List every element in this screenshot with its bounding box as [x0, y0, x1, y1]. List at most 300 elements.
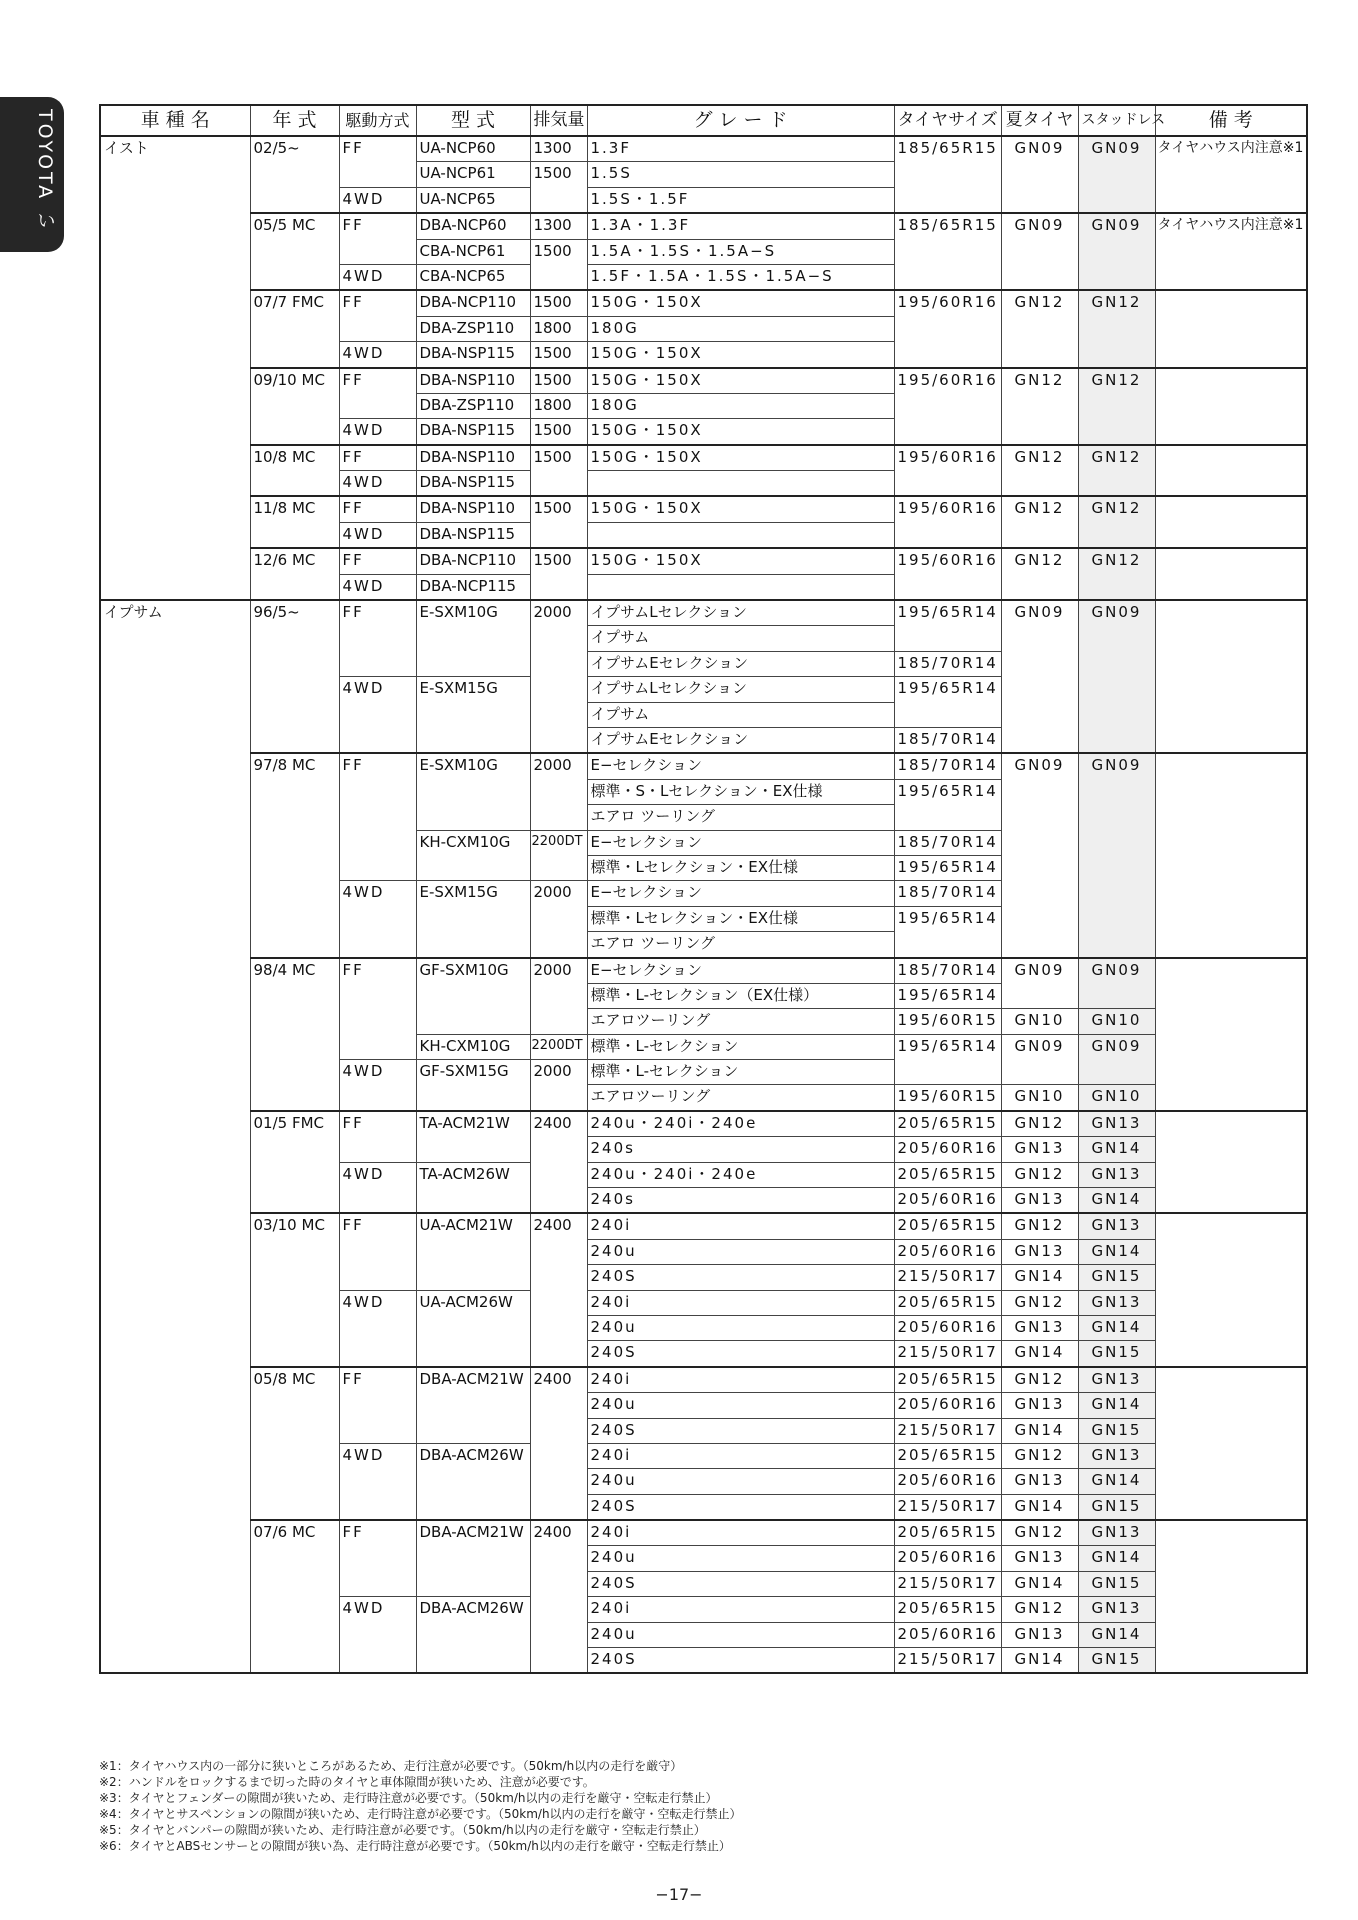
- header-drive: 駆動方式: [339, 105, 416, 136]
- grade-cell: 180G: [587, 393, 894, 418]
- studless-cell: GN13: [1078, 1443, 1155, 1468]
- header-grade: グ レ ー ド: [587, 105, 894, 136]
- tire-size-cell: 195/65R14: [894, 983, 1001, 1008]
- year-cell: 12/6 MC: [250, 548, 339, 600]
- model-cell: E-SXM15G: [416, 881, 530, 958]
- tire-size-cell: 185/70R14: [894, 958, 1001, 984]
- tire-size-cell: 205/60R16: [894, 1546, 1001, 1571]
- displacement-cell: 1500: [530, 342, 587, 368]
- drive-cell: 4WD: [339, 1290, 416, 1367]
- table-row: [100, 753, 1307, 779]
- grade-cell: 180G: [587, 316, 894, 341]
- tire-size-cell: 195/60R15: [894, 1085, 1001, 1111]
- summer-tire-cell: GN10: [1001, 1085, 1078, 1111]
- summer-tire-cell: GN13: [1001, 1315, 1078, 1340]
- model-cell: DBA-NSP115: [416, 419, 530, 445]
- grade-cell: E−セレクション: [587, 830, 894, 855]
- drive-cell: 4WD: [339, 1443, 416, 1520]
- year-cell: 02/5~: [250, 136, 339, 213]
- summer-tire-cell: GN14: [1001, 1648, 1078, 1674]
- grade-cell: E−セレクション: [587, 881, 894, 906]
- tire-size-cell: 195/65R14: [894, 779, 1001, 830]
- remarks-cell: [1155, 1367, 1307, 1520]
- maker-side-tab: [0, 97, 64, 252]
- drive-cell: 4WD: [339, 881, 416, 958]
- summer-tire-cell: GN13: [1001, 1393, 1078, 1418]
- summer-tire-cell: GN12: [1001, 445, 1078, 497]
- drive-cell: FF: [339, 445, 416, 471]
- page-number: −17−: [655, 1885, 703, 1904]
- studless-cell: GN14: [1078, 1469, 1155, 1494]
- grade-cell: イプサム: [587, 702, 894, 727]
- tire-size-cell: 185/70R14: [894, 651, 1001, 676]
- summer-tire-cell: GN09: [1001, 213, 1078, 290]
- summer-tire-cell: GN13: [1001, 1469, 1078, 1494]
- grade-cell: エアロツーリング: [587, 1085, 894, 1111]
- grade-cell: エアロ ツーリング: [587, 805, 894, 830]
- studless-cell: GN09: [1078, 213, 1155, 290]
- grade-cell: 150G・150X: [587, 342, 894, 368]
- studless-cell: GN10: [1078, 1085, 1155, 1111]
- grade-cell: 240i: [587, 1597, 894, 1622]
- tire-size-cell: 195/60R16: [894, 290, 1001, 367]
- drive-cell: 4WD: [339, 1060, 416, 1111]
- table-row: [100, 600, 1307, 626]
- year-cell: 01/5 FMC: [250, 1111, 339, 1214]
- studless-cell: GN13: [1078, 1520, 1155, 1546]
- grade-cell: 240S: [587, 1341, 894, 1367]
- tire-size-cell: 205/60R16: [894, 1137, 1001, 1162]
- tire-size-cell: 185/70R14: [894, 830, 1001, 855]
- tire-size-cell: 195/60R16: [894, 445, 1001, 497]
- footnotes: [99, 1758, 1299, 1854]
- car-name-cell: イスト: [100, 136, 250, 600]
- table-row: [100, 496, 1307, 522]
- remarks-cell: [1155, 1520, 1307, 1673]
- studless-cell: GN14: [1078, 1546, 1155, 1571]
- model-cell: UA-NCP65: [416, 187, 530, 213]
- studless-cell: GN12: [1078, 445, 1155, 497]
- studless-cell: GN14: [1078, 1137, 1155, 1162]
- model-cell: E-SXM15G: [416, 677, 530, 754]
- tire-size-cell: 205/65R15: [894, 1213, 1001, 1239]
- displacement-cell: 2000: [530, 1060, 587, 1111]
- grade-cell: 240i: [587, 1213, 894, 1239]
- summer-tire-cell: GN14: [1001, 1265, 1078, 1290]
- summer-tire-cell: GN13: [1001, 1188, 1078, 1214]
- remarks-cell: [1155, 368, 1307, 445]
- grade-cell: 240i: [587, 1290, 894, 1315]
- tire-size-cell: 215/50R17: [894, 1341, 1001, 1367]
- displacement-cell: 1500: [530, 496, 587, 548]
- drive-cell: 4WD: [339, 264, 416, 290]
- summer-tire-cell: GN09: [1001, 958, 1078, 1009]
- drive-cell: 4WD: [339, 1597, 416, 1674]
- displacement-cell: 1800: [530, 316, 587, 341]
- tire-size-cell: 205/60R16: [894, 1188, 1001, 1214]
- tire-size-cell: 205/60R16: [894, 1622, 1001, 1647]
- grade-cell: [587, 471, 894, 497]
- model-cell: DBA-NCP110: [416, 548, 530, 574]
- tire-size-cell: 185/65R15: [894, 136, 1001, 213]
- summer-tire-cell: GN12: [1001, 1111, 1078, 1137]
- studless-cell: GN14: [1078, 1315, 1155, 1340]
- studless-cell: GN10: [1078, 1009, 1155, 1034]
- grade-cell: 240u・240i・240e: [587, 1111, 894, 1137]
- grade-cell: イプサムEセレクション: [587, 727, 894, 753]
- drive-cell: FF: [339, 1520, 416, 1597]
- displacement-cell: 2200DT: [530, 830, 587, 881]
- summer-tire-cell: GN10: [1001, 1009, 1078, 1034]
- grade-cell: 240i: [587, 1520, 894, 1546]
- displacement-cell: 2400: [530, 1367, 587, 1520]
- grade-cell: 標準・Lセレクション・EX仕様: [587, 855, 894, 880]
- model-cell: E-SXM10G: [416, 600, 530, 677]
- grade-cell: 150G・150X: [587, 290, 894, 316]
- model-cell: UA-ACM26W: [416, 1290, 530, 1367]
- tire-size-cell: 205/65R15: [894, 1162, 1001, 1187]
- model-cell: DBA-ZSP110: [416, 316, 530, 341]
- tire-size-cell: 205/65R15: [894, 1367, 1001, 1393]
- table-row: [100, 445, 1307, 471]
- displacement-cell: 1500: [530, 290, 587, 316]
- grade-cell: 240s: [587, 1188, 894, 1214]
- footnote: ※4：タイヤとサスペンションの隙間が狭いため、走行時注意が必要です。（50km/h以内の走行を厳守・空転走行禁止）: [99, 1807, 742, 1821]
- summer-tire-cell: GN13: [1001, 1137, 1078, 1162]
- year-cell: 05/5 MC: [250, 213, 339, 290]
- studless-cell: GN15: [1078, 1494, 1155, 1520]
- studless-cell: GN12: [1078, 496, 1155, 548]
- model-cell: GF-SXM15G: [416, 1060, 530, 1111]
- grade-cell: 240u: [587, 1546, 894, 1571]
- tire-size-cell: 185/70R14: [894, 881, 1001, 906]
- tire-size-cell: 215/50R17: [894, 1265, 1001, 1290]
- summer-tire-cell: GN13: [1001, 1239, 1078, 1264]
- model-cell: DBA-NCP110: [416, 290, 530, 316]
- tire-size-cell: 185/65R15: [894, 213, 1001, 290]
- studless-cell: GN14: [1078, 1239, 1155, 1264]
- displacement-cell: 2400: [530, 1213, 587, 1366]
- displacement-cell: 1500: [530, 419, 587, 445]
- model-cell: DBA-NSP110: [416, 496, 530, 522]
- studless-cell: GN15: [1078, 1571, 1155, 1596]
- summer-tire-cell: GN13: [1001, 1622, 1078, 1647]
- grade-cell: 150G・150X: [587, 445, 894, 471]
- header-studless: スタッドレス: [1078, 105, 1155, 136]
- studless-cell: GN09: [1078, 1034, 1155, 1085]
- drive-cell: FF: [339, 548, 416, 574]
- grade-cell: 240u: [587, 1393, 894, 1418]
- summer-tire-cell: GN12: [1001, 1290, 1078, 1315]
- model-cell: CBA-NCP65: [416, 264, 530, 290]
- year-cell: 09/10 MC: [250, 368, 339, 445]
- grade-cell: 240u: [587, 1469, 894, 1494]
- summer-tire-cell: GN13: [1001, 1546, 1078, 1571]
- summer-tire-cell: GN12: [1001, 1597, 1078, 1622]
- tire-size-cell: 205/60R16: [894, 1393, 1001, 1418]
- grade-cell: 240s: [587, 1137, 894, 1162]
- model-cell: DBA-NCP115: [416, 574, 530, 600]
- tire-size-cell: 205/60R16: [894, 1239, 1001, 1264]
- displacement-cell: 1500: [530, 162, 587, 213]
- drive-cell: FF: [339, 290, 416, 341]
- displacement-cell: 1500: [530, 239, 587, 290]
- drive-cell: FF: [339, 213, 416, 264]
- displacement-cell: 2200DT: [530, 1034, 587, 1059]
- header-summer-tire: 夏タイヤ: [1001, 105, 1078, 136]
- tire-size-cell: 205/60R16: [894, 1315, 1001, 1340]
- header-remarks: 備 考: [1155, 105, 1307, 136]
- tire-size-cell: 215/50R17: [894, 1648, 1001, 1674]
- model-cell: UA-ACM21W: [416, 1213, 530, 1290]
- drive-cell: FF: [339, 1213, 416, 1290]
- grade-cell: 240S: [587, 1265, 894, 1290]
- studless-cell: GN14: [1078, 1622, 1155, 1647]
- grade-cell: 1.3F: [587, 136, 894, 162]
- tire-size-cell: 195/60R16: [894, 368, 1001, 445]
- table-row: [100, 368, 1307, 394]
- tire-size-cell: 185/70R14: [894, 727, 1001, 753]
- grade-cell: 240i: [587, 1443, 894, 1468]
- model-cell: DBA-NSP115: [416, 522, 530, 548]
- grade-cell: 1.5S: [587, 162, 894, 187]
- studless-cell: GN15: [1078, 1648, 1155, 1674]
- summer-tire-cell: GN09: [1001, 753, 1078, 957]
- grade-cell: 150G・150X: [587, 548, 894, 574]
- tire-size-cell: 195/60R15: [894, 1009, 1001, 1034]
- remarks-cell: [1155, 958, 1307, 1111]
- studless-cell: GN14: [1078, 1393, 1155, 1418]
- summer-tire-cell: GN14: [1001, 1571, 1078, 1596]
- studless-cell: GN13: [1078, 1597, 1155, 1622]
- summer-tire-cell: GN12: [1001, 496, 1078, 548]
- studless-cell: GN13: [1078, 1162, 1155, 1187]
- year-cell: 11/8 MC: [250, 496, 339, 548]
- drive-cell: FF: [339, 368, 416, 419]
- studless-cell: GN09: [1078, 753, 1155, 957]
- studless-cell: GN15: [1078, 1418, 1155, 1443]
- remarks-cell: タイヤハウス内注意※1: [1155, 136, 1307, 213]
- model-cell: DBA-NSP115: [416, 471, 530, 497]
- header-model: 型 式: [416, 105, 530, 136]
- displacement-cell: 1500: [530, 368, 587, 394]
- grade-cell: イプサム: [587, 626, 894, 651]
- grade-cell: E−セレクション: [587, 958, 894, 984]
- displacement-cell: 1800: [530, 393, 587, 418]
- summer-tire-cell: GN12: [1001, 368, 1078, 445]
- tire-size-cell: 195/60R16: [894, 496, 1001, 548]
- grade-cell: 240S: [587, 1571, 894, 1596]
- model-cell: DBA-NSP115: [416, 342, 530, 368]
- grade-cell: 標準・L-セレクション: [587, 1060, 894, 1085]
- tire-fitment-table: [99, 104, 1308, 1674]
- studless-cell: GN09: [1078, 958, 1155, 1009]
- drive-cell: FF: [339, 1111, 416, 1162]
- remarks-cell: [1155, 445, 1307, 497]
- tire-size-cell: 205/65R15: [894, 1443, 1001, 1468]
- drive-cell: FF: [339, 496, 416, 522]
- summer-tire-cell: GN12: [1001, 1443, 1078, 1468]
- tire-size-cell: 195/65R14: [894, 677, 1001, 728]
- studless-cell: GN09: [1078, 136, 1155, 213]
- footnote: ※3：タイヤとフェンダーの隙間が狭いため、走行時注意が必要です。（50km/h以内の走行を厳守・空転走行禁止）: [99, 1791, 718, 1805]
- studless-cell: GN14: [1078, 1188, 1155, 1214]
- grade-cell: 240S: [587, 1494, 894, 1520]
- header-year: 年 式: [250, 105, 339, 136]
- displacement-cell: 2000: [530, 958, 587, 1035]
- header-tire-size: タイヤサイズ: [894, 105, 1001, 136]
- drive-cell: FF: [339, 1367, 416, 1444]
- summer-tire-cell: GN14: [1001, 1494, 1078, 1520]
- tire-size-cell: 205/65R15: [894, 1597, 1001, 1622]
- summer-tire-cell: GN14: [1001, 1418, 1078, 1443]
- summer-tire-cell: GN12: [1001, 290, 1078, 367]
- model-cell: UA-NCP60: [416, 136, 530, 162]
- model-cell: DBA-NSP110: [416, 445, 530, 471]
- remarks-cell: [1155, 496, 1307, 548]
- displacement-cell: 2400: [530, 1111, 587, 1214]
- year-cell: 98/4 MC: [250, 958, 339, 1111]
- model-cell: TA-ACM21W: [416, 1111, 530, 1162]
- summer-tire-cell: GN12: [1001, 1213, 1078, 1239]
- tire-size-cell: 205/60R16: [894, 1469, 1001, 1494]
- table-header-row: [100, 105, 1307, 136]
- grade-cell: 1.5A・1.5S・1.5A−S: [587, 239, 894, 264]
- summer-tire-cell: GN09: [1001, 136, 1078, 213]
- studless-cell: GN15: [1078, 1341, 1155, 1367]
- grade-cell: エアロツーリング: [587, 1009, 894, 1034]
- summer-tire-cell: GN12: [1001, 1367, 1078, 1393]
- remarks-cell: タイヤハウス内注意※1: [1155, 213, 1307, 290]
- grade-cell: 標準・L-セレクション: [587, 1034, 894, 1059]
- year-cell: 05/8 MC: [250, 1367, 339, 1520]
- studless-cell: GN15: [1078, 1265, 1155, 1290]
- grade-cell: 標準・S・Lセレクション・EX仕様: [587, 779, 894, 804]
- table-row: [100, 1111, 1307, 1137]
- tire-size-cell: 205/65R15: [894, 1111, 1001, 1137]
- grade-cell: イプサムLセレクション: [587, 677, 894, 702]
- tire-size-cell: 215/50R17: [894, 1494, 1001, 1520]
- drive-cell: 4WD: [339, 574, 416, 600]
- model-cell: DBA-ACM21W: [416, 1520, 530, 1597]
- tire-size-cell: 205/65R15: [894, 1290, 1001, 1315]
- displacement-cell: 1500: [530, 445, 587, 497]
- studless-cell: GN12: [1078, 368, 1155, 445]
- year-cell: 97/8 MC: [250, 753, 339, 957]
- year-cell: 96/5~: [250, 600, 339, 753]
- grade-cell: 1.3A・1.3F: [587, 213, 894, 239]
- drive-cell: FF: [339, 958, 416, 1060]
- grade-cell: 150G・150X: [587, 496, 894, 522]
- grade-cell: 240u: [587, 1315, 894, 1340]
- table-row: [100, 213, 1307, 239]
- summer-tire-cell: GN09: [1001, 600, 1078, 753]
- car-name-cell: イプサム: [100, 600, 250, 1673]
- grade-cell: 240S: [587, 1648, 894, 1674]
- grade-cell: 240u: [587, 1239, 894, 1264]
- footnote: ※2：ハンドルをロックするまで切った時のタイヤと車体隙間が狭いため、注意が必要です。: [99, 1775, 595, 1789]
- model-cell: DBA-ACM26W: [416, 1443, 530, 1520]
- remarks-cell: [1155, 290, 1307, 367]
- grade-cell: 1.5F・1.5A・1.5S・1.5A−S: [587, 264, 894, 290]
- tire-size-cell: 185/70R14: [894, 753, 1001, 779]
- studless-cell: GN09: [1078, 600, 1155, 753]
- displacement-cell: 2000: [530, 600, 587, 753]
- year-cell: 07/6 MC: [250, 1520, 339, 1673]
- summer-tire-cell: GN12: [1001, 548, 1078, 600]
- tire-size-cell: 195/65R14: [894, 855, 1001, 880]
- table-row: [100, 1367, 1307, 1393]
- remarks-cell: [1155, 600, 1307, 753]
- displacement-cell: 1500: [530, 548, 587, 600]
- model-cell: TA-ACM26W: [416, 1162, 530, 1213]
- grade-cell: 標準・L-セレクション（EX仕様）: [587, 983, 894, 1008]
- displacement-cell: 2000: [530, 753, 587, 830]
- drive-cell: 4WD: [339, 522, 416, 548]
- displacement-cell: 2400: [530, 1520, 587, 1673]
- table-row: [100, 290, 1307, 316]
- remarks-cell: [1155, 1111, 1307, 1214]
- drive-cell: 4WD: [339, 187, 416, 213]
- tire-size-cell: 205/65R15: [894, 1520, 1001, 1546]
- grade-cell: 150G・150X: [587, 419, 894, 445]
- grade-cell: [587, 522, 894, 548]
- displacement-cell: 2000: [530, 881, 587, 958]
- remarks-cell: [1155, 753, 1307, 957]
- model-cell: DBA-ACM21W: [416, 1367, 530, 1444]
- model-cell: DBA-NSP110: [416, 368, 530, 394]
- model-cell: DBA-ACM26W: [416, 1597, 530, 1674]
- studless-cell: GN13: [1078, 1290, 1155, 1315]
- grade-cell: 240S: [587, 1418, 894, 1443]
- drive-cell: FF: [339, 753, 416, 880]
- grade-cell: 240u: [587, 1622, 894, 1647]
- table-row: [100, 136, 1307, 162]
- tire-size-cell: 195/60R16: [894, 548, 1001, 600]
- grade-cell: 150G・150X: [587, 368, 894, 394]
- grade-cell: 240u・240i・240e: [587, 1162, 894, 1187]
- displacement-cell: 1300: [530, 213, 587, 239]
- studless-cell: GN12: [1078, 548, 1155, 600]
- drive-cell: FF: [339, 600, 416, 677]
- tire-size-cell: 195/65R14: [894, 600, 1001, 651]
- table-row: [100, 548, 1307, 574]
- maker-side-tab-label: TOYOTA い: [34, 109, 56, 233]
- tire-size-cell: 195/65R14: [894, 1034, 1001, 1085]
- drive-cell: FF: [339, 136, 416, 187]
- model-cell: UA-NCP61: [416, 162, 530, 187]
- drive-cell: 4WD: [339, 677, 416, 754]
- drive-cell: 4WD: [339, 471, 416, 497]
- drive-cell: 4WD: [339, 1162, 416, 1213]
- summer-tire-cell: GN14: [1001, 1341, 1078, 1367]
- studless-cell: GN13: [1078, 1111, 1155, 1137]
- drive-cell: 4WD: [339, 342, 416, 368]
- model-cell: GF-SXM10G: [416, 958, 530, 1035]
- grade-cell: 1.5S・1.5F: [587, 187, 894, 213]
- model-cell: CBA-NCP61: [416, 239, 530, 264]
- grade-cell: イプサムEセレクション: [587, 651, 894, 676]
- footnote: ※1：タイヤハウス内の一部分に狭いところがあるため、走行注意が必要です。（50km/h以内の走行を厳守）: [99, 1759, 683, 1773]
- table-body: [100, 136, 1307, 1673]
- year-cell: 07/7 FMC: [250, 290, 339, 367]
- header-displacement: 排気量: [530, 105, 587, 136]
- grade-cell: 標準・Lセレクション・EX仕様: [587, 906, 894, 931]
- studless-cell: GN13: [1078, 1213, 1155, 1239]
- grade-cell: イプサムLセレクション: [587, 600, 894, 626]
- summer-tire-cell: GN12: [1001, 1520, 1078, 1546]
- header-car-name: 車 種 名: [100, 105, 250, 136]
